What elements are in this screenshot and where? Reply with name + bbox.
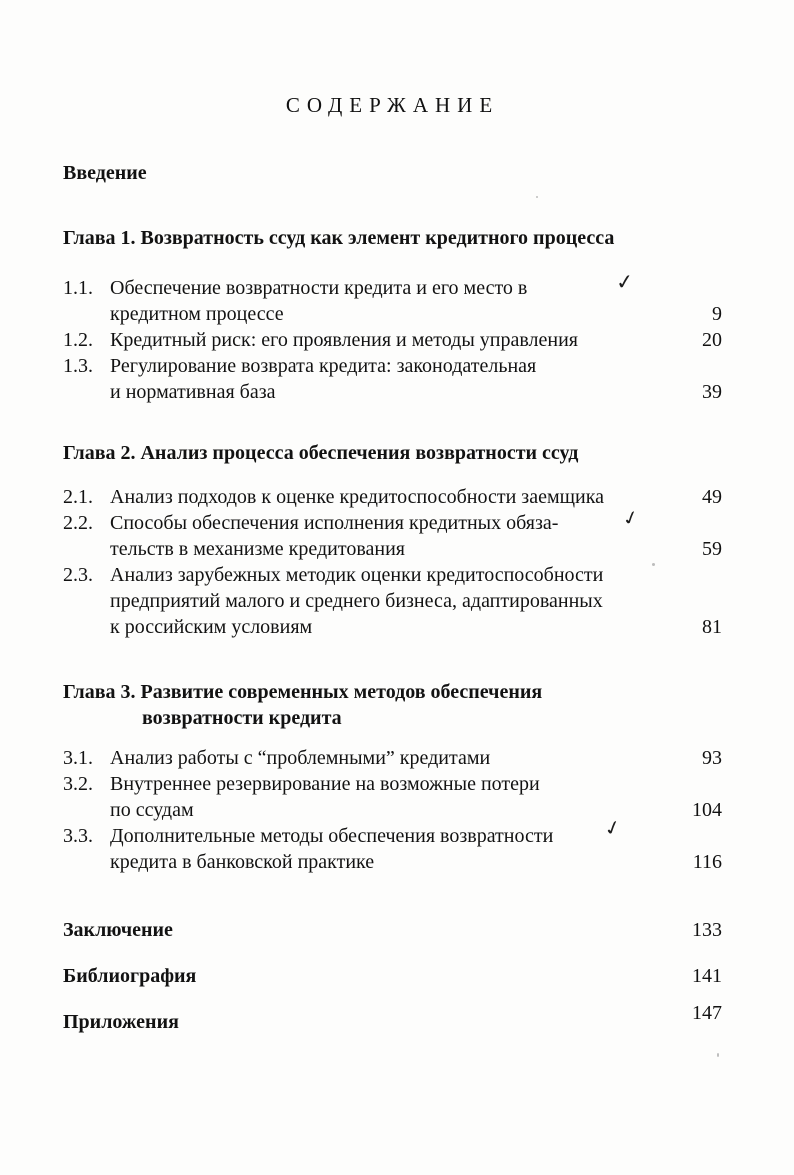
toc-entry-introduction: [63, 160, 722, 186]
page-number: 39: [702, 381, 722, 403]
toc-item-2-3-line-2: [63, 588, 722, 614]
handwritten-checkmark: ✓: [601, 815, 625, 841]
toc-item-3-1: [63, 745, 722, 771]
item-text: Дополнительные методы обеспечения возвратности: [110, 825, 554, 847]
item-number: 2.3.: [63, 564, 93, 586]
chapter-heading-text: Глава 1. Возвратность ссуд как элемент кредитного процесса: [63, 227, 615, 249]
toc-item-3-2-line-2: [63, 797, 722, 823]
item-number: 3.3.: [63, 825, 93, 847]
item-number-spacer: [63, 849, 110, 875]
page-number: 116: [692, 851, 722, 873]
page-number: 133: [692, 919, 722, 941]
chapter-3-heading-line-1: [63, 679, 722, 705]
toc-item-1-3-line-2: [63, 379, 722, 405]
chapter-heading-text: возвратности кредита: [142, 707, 342, 729]
page-number: 9: [712, 303, 722, 325]
page-number: 104: [692, 799, 722, 821]
page-number: 93: [702, 747, 722, 769]
introduction-label: Введение: [63, 162, 147, 184]
page-number: 81: [702, 616, 722, 638]
toc-item-3-3-line-2: [63, 849, 722, 875]
scan-speck: [536, 196, 538, 198]
item-text: Обеспечение возвратности кредита и его место в: [110, 277, 528, 299]
toc-item-2-2-line-2: [63, 536, 722, 562]
toc-item-3-3-line-1: [63, 823, 722, 849]
back-matter-label: Приложения: [63, 1011, 179, 1033]
item-number-spacer: [63, 614, 110, 640]
item-text: Внутреннее резервирование на возможные потери: [110, 773, 540, 795]
chapter-1-heading: [63, 225, 722, 251]
item-text: Регулирование возврата кредита: законодательная: [110, 355, 537, 377]
item-text: к российским условиям: [110, 616, 313, 638]
item-number: 1.3.: [63, 355, 93, 377]
toc-entry-conclusion: [63, 917, 722, 943]
scan-speck: [652, 563, 655, 566]
item-text: и нормативная база: [110, 381, 276, 403]
page-number: 59: [702, 538, 722, 560]
item-number-spacer: [63, 301, 110, 327]
toc-item-1-2: [63, 327, 722, 353]
handwritten-checkmark: ✓: [614, 269, 635, 295]
toc-item-2-1: [63, 484, 722, 510]
item-text: Анализ зарубежных методик оценки кредитоспособности: [110, 564, 604, 586]
item-text: по ссудам: [110, 799, 194, 821]
toc-item-2-3-line-3: [63, 614, 722, 640]
item-number: 1.2.: [63, 329, 93, 351]
item-number-spacer: [63, 588, 110, 614]
page-title: СОДЕРЖАНИЕ: [285, 93, 500, 117]
item-number: 1.1.: [63, 277, 93, 299]
page-number: 49: [702, 486, 722, 508]
item-text: предприятий малого и среднего бизнеса, адаптированных: [110, 590, 603, 612]
item-text: Кредитный риск: его проявления и методы управления: [110, 329, 578, 351]
item-number: 3.1.: [63, 747, 93, 769]
scan-speck: [717, 1053, 719, 1057]
item-number-spacer: [63, 379, 110, 405]
toc-item-3-2-line-1: [63, 771, 722, 797]
item-text: Анализ работы с “проблемными” кредитами: [110, 747, 491, 769]
toc-item-2-3-line-1: [63, 562, 722, 588]
page-number: 141: [692, 965, 722, 987]
chapter-heading-text: Глава 3. Развитие современных методов обеспечения: [63, 681, 543, 703]
item-text: кредитном процессе: [110, 303, 284, 325]
back-matter-label: Заключение: [63, 919, 173, 941]
chapter-3-heading-line-2: [63, 705, 722, 731]
item-text: Способы обеспечения исполнения кредитных обяза-: [110, 512, 559, 534]
item-text: кредита в банковской практике: [110, 851, 375, 873]
item-number: 2.2.: [63, 512, 93, 534]
chapter-heading-text: Глава 2. Анализ процесса обеспечения возвратности ссуд: [63, 442, 579, 464]
chapter-2-heading: [63, 440, 722, 466]
back-matter-label: Библиография: [63, 965, 197, 987]
toc-entry-appendices: [63, 1002, 722, 1035]
toc-entry-bibliography: [63, 963, 722, 989]
item-text: тельств в механизме кредитования: [110, 538, 406, 560]
item-number: 3.2.: [63, 773, 93, 795]
item-number: 2.1.: [63, 486, 93, 508]
toc-item-1-1-line-2: [63, 301, 722, 327]
item-number-spacer: [63, 536, 110, 562]
item-number-spacer: [63, 797, 110, 823]
toc-item-1-3-line-1: [63, 353, 722, 379]
page-number: 20: [702, 329, 722, 351]
item-text: Анализ подходов к оценке кредитоспособности заемщика: [110, 486, 605, 508]
page-number: 147: [692, 1002, 722, 1024]
handwritten-checkmark: ✓: [619, 505, 643, 531]
toc-content: [0, 92, 794, 1035]
